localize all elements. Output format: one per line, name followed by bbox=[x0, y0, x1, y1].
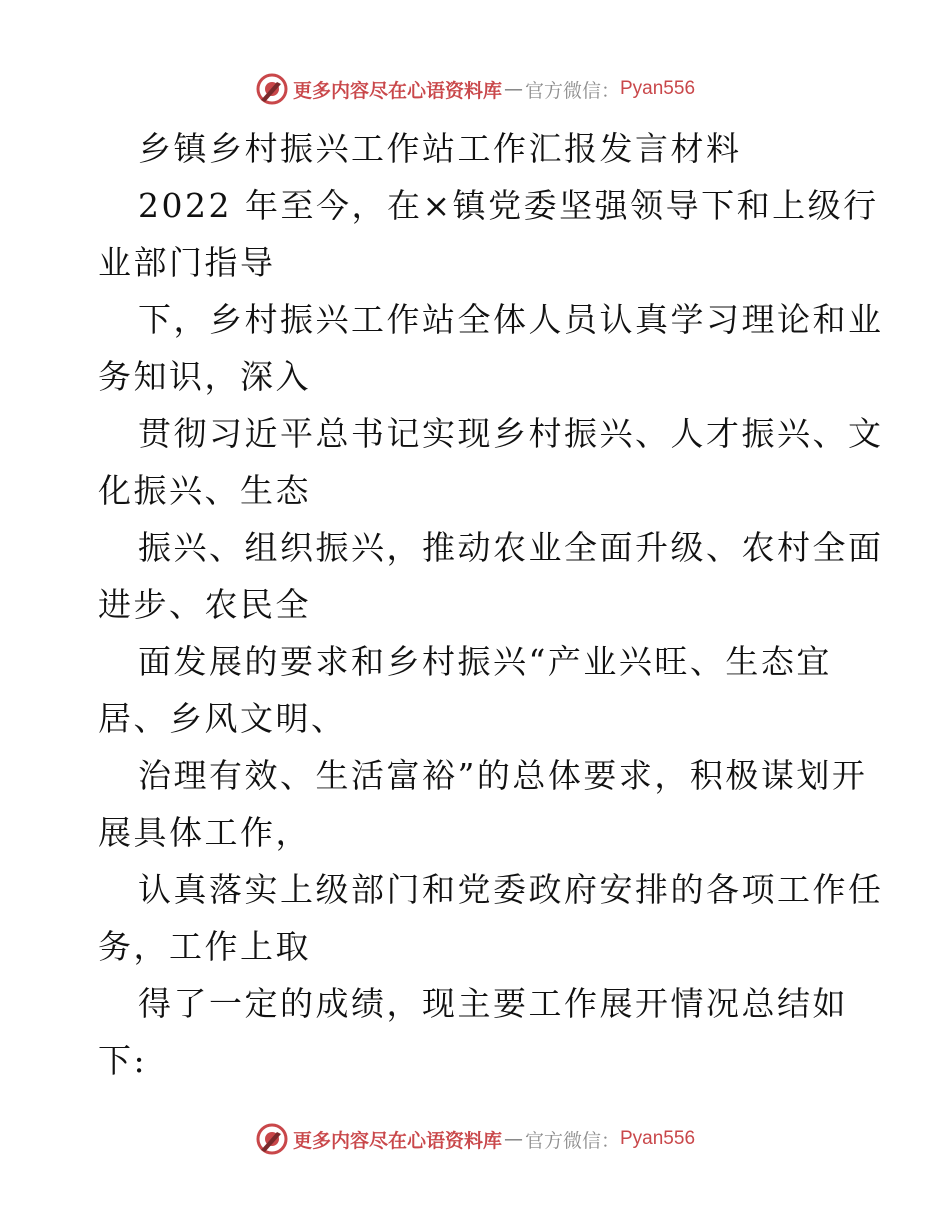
watermark-contact-id: Pyan556 bbox=[620, 1128, 696, 1149]
doc-title: 乡镇乡村振兴工作站工作汇报发言材料 bbox=[138, 129, 742, 168]
doc-line: 治理有效、生活富裕”的总体要求，积极谋划开 bbox=[138, 756, 868, 795]
watermark-text: 更多内容尽在心语资料库 bbox=[292, 1129, 502, 1152]
doc-line: 下: bbox=[98, 1041, 148, 1080]
footer-watermark bbox=[0, 1122, 950, 1156]
doc-line: 进步、农民全 bbox=[98, 585, 311, 624]
header-watermark bbox=[0, 72, 950, 106]
doc-line: 展具体工作， bbox=[98, 813, 311, 852]
watermark-contact-label: 官方微信： bbox=[524, 1129, 620, 1152]
logo-icon bbox=[255, 72, 289, 106]
doc-line: 得了一定的成绩，现主要工作展开情况总结如 bbox=[138, 984, 848, 1023]
doc-line: 务，工作上取 bbox=[98, 927, 311, 966]
doc-line: 振兴、组织振兴，推动农业全面升级、农村全面 bbox=[138, 528, 884, 567]
logo-icon bbox=[255, 1122, 289, 1156]
doc-line: 2022 年至今，在×镇党委坚强领导下和上级行 bbox=[138, 186, 879, 225]
doc-line: 务知识，深入 bbox=[98, 357, 311, 396]
doc-line: 居、乡风文明、 bbox=[98, 699, 347, 738]
watermark-contact-label: 官方微信： bbox=[524, 79, 620, 102]
watermark-contact-id: Pyan556 bbox=[620, 78, 696, 99]
watermark-dash: — bbox=[503, 1128, 523, 1150]
document-body bbox=[98, 120, 884, 1089]
doc-line: 贯彻习近平总书记实现乡村振兴、人才振兴、文 bbox=[138, 414, 884, 453]
watermark-text: 更多内容尽在心语资料库 bbox=[292, 79, 502, 102]
doc-line: 业部门指导 bbox=[98, 243, 276, 282]
watermark-dash: — bbox=[503, 78, 523, 100]
doc-line: 化振兴、生态 bbox=[98, 471, 311, 510]
doc-line: 面发展的要求和乡村振兴“产业兴旺、生态宜 bbox=[138, 642, 832, 681]
doc-line: 下，乡村振兴工作站全体人员认真学习理论和业 bbox=[138, 300, 884, 339]
doc-line: 认真落实上级部门和党委政府安排的各项工作任 bbox=[138, 870, 884, 909]
